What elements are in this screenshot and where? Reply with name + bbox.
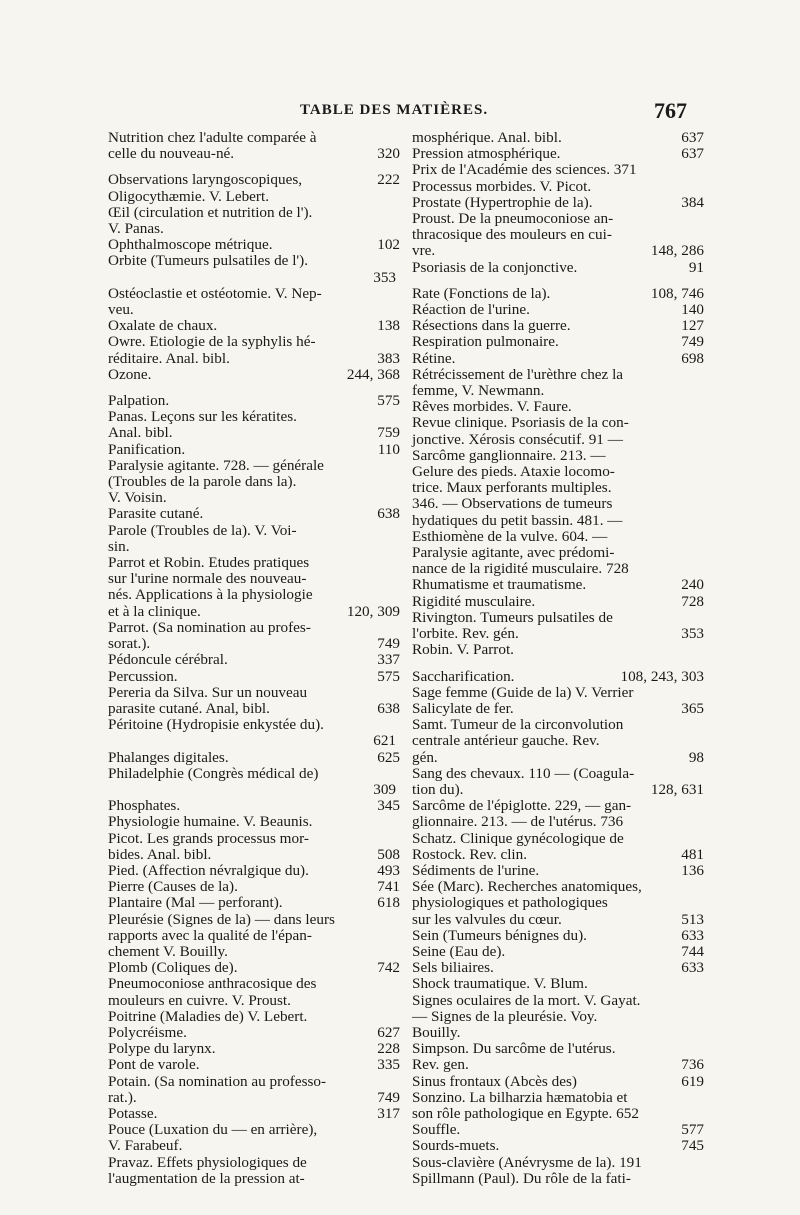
index-line: et à la clinique. 120, 309	[108, 602, 400, 620]
index-line: centrale antérieur gauche. Rev.	[412, 732, 600, 750]
index-line: sur les valvules du cœur. 513	[412, 910, 704, 928]
index-line: Sels biliaires. 633	[412, 959, 704, 977]
index-line: Saccharification. 108, 243, 303	[412, 667, 704, 685]
index-line: Respiration pulmonaire. 749	[412, 333, 704, 351]
index-line: son rôle pathologique en Egypte. 652	[412, 1104, 639, 1122]
left-column	[108, 130, 400, 1187]
index-line: Schatz. Clinique gynécologique de	[412, 829, 624, 847]
index-line: trice. Maux perforants multiples.	[412, 479, 612, 497]
index-line: Philadelphie (Congrès médical de)	[108, 764, 319, 782]
index-line: V. Farabeuf.	[108, 1137, 183, 1155]
running-head	[0, 100, 800, 122]
index-line: Sonzino. La bilharzia hæmatobia et	[412, 1088, 628, 1106]
index-line: Sarcôme ganglionnaire. 213. —	[412, 446, 606, 464]
index-line: veu.	[108, 301, 134, 319]
index-line: Péritoine (Hydropisie enkystée du).	[108, 716, 324, 734]
index-line: l'augmentation de la pression at-	[108, 1169, 305, 1187]
index-line: parasite cutané. Anal, bibl. 638	[108, 699, 400, 717]
index-line: sorat.). 749	[108, 635, 400, 653]
index-line: Observations laryngoscopiques, 222	[108, 171, 400, 189]
index-line: sin.	[108, 537, 130, 555]
index-line: Paralysie agitante, avec prédomi-	[412, 544, 615, 562]
index-line: 621	[373, 732, 396, 750]
index-line: Paralysie agitante. 728. — générale	[108, 456, 324, 474]
index-line: Parole (Troubles de la). V. Voi-	[108, 521, 297, 539]
index-line: Physiologie humaine. V. Beaunis.	[108, 813, 313, 831]
index-line: Sarcôme de l'épiglotte. 229, — gan-	[412, 797, 632, 815]
index-line: Sée (Marc). Recherches anatomiques,	[412, 878, 642, 896]
index-line: Nutrition chez l'adulte comparée à	[108, 129, 317, 146]
index-block	[412, 130, 704, 276]
index-line: Pierre (Causes de la). 741	[108, 878, 400, 896]
index-line: Rétrécissement de l'urèthre chez la	[412, 365, 624, 383]
index-line: Sinus frontaux (Abcès des) 619	[412, 1072, 704, 1090]
index-line: jonctive. Xérosis consécutif. 91 —	[412, 430, 623, 448]
index-line: Psoriasis de la conjonctive. 91	[412, 258, 704, 276]
index-line: chement V. Bouilly.	[108, 942, 228, 960]
index-line: Oligocythæmie. V. Lebert.	[108, 187, 269, 205]
index-line: Pereria da Silva. Sur un nouveau	[108, 683, 308, 701]
index-line: réditaire. Anal. bibl. 383	[108, 349, 400, 367]
right-column	[412, 130, 704, 1187]
index-line: 309	[373, 780, 396, 798]
page-number: 767	[654, 98, 687, 123]
index-line: Robin. V. Parrot.	[412, 641, 514, 659]
index-line: Prix de l'Académie des sciences. 371	[412, 161, 637, 179]
index-line: rat.). 749	[108, 1088, 400, 1106]
index-line: femme, V. Newmann.	[412, 382, 545, 400]
index-line: Rate (Fonctions de la). 108, 746	[412, 284, 704, 302]
index-line: Pont de varole. 335	[108, 1056, 400, 1074]
index-line: Plomb (Coliques de). 742	[108, 959, 400, 977]
index-line: Pédoncule cérébral. 337	[108, 651, 400, 669]
index-line: Panas. Leçons sur les kératites.	[108, 408, 297, 426]
index-line: Phosphates. 345	[108, 797, 400, 815]
index-line: Seine (Eau de). 744	[412, 942, 704, 960]
index-line: Rêves morbides. V. Faure.	[412, 398, 572, 416]
index-block	[412, 669, 704, 1188]
running-title: TABLE DES MATIÈRES.	[300, 102, 489, 118]
index-line: nés. Applications à la physiologie	[108, 586, 313, 604]
index-line: sur l'urine normale des nouveau-	[108, 570, 307, 588]
index-line: Résections dans la guerre. 127	[412, 317, 704, 335]
index-line: vre. 148, 286	[412, 242, 704, 260]
index-line: 353	[373, 268, 396, 286]
index-line: Pneumoconiose anthracosique des	[108, 975, 317, 993]
index-line: mouleurs en cuivre. V. Proust.	[108, 991, 291, 1009]
index-line: (Troubles de la parole dans la).	[108, 473, 297, 491]
index-block	[412, 286, 704, 659]
index-block	[108, 393, 400, 1187]
index-line: Phalanges digitales. 625	[108, 748, 400, 766]
index-line: Bouilly.	[412, 1023, 461, 1041]
index-line: Salicylate de fer. 365	[412, 699, 704, 717]
index-line: Ostéoclastie et ostéotomie. V. Nep-	[108, 284, 322, 302]
index-line: celle du nouveau-né. 320	[108, 145, 400, 163]
index-line: Palpation. 575	[108, 392, 400, 410]
index-line: Polype du larynx. 228	[108, 1040, 400, 1058]
index-line: glionnaire. 213. — de l'utérus. 736	[412, 813, 624, 831]
index-line: nance de la rigidité musculaire. 728	[412, 560, 629, 578]
index-line: Proust. De la pneumoconiose an-	[412, 210, 614, 228]
index-line: Anal. bibl. 759	[108, 424, 400, 442]
index-line: Rev. gen. 736	[412, 1056, 704, 1074]
index-line: Parrot et Robin. Etudes pratiques	[108, 554, 310, 572]
index-line: — Signes de la pleurésie. Voy.	[412, 1007, 598, 1025]
index-line: Percussion. 575	[108, 667, 400, 685]
index-line: Processus morbides. V. Picot.	[412, 177, 592, 195]
index-line: Potasse. 317	[108, 1104, 400, 1122]
index-line: bides. Anal. bibl. 508	[108, 845, 400, 863]
index-line: V. Voisin.	[108, 489, 167, 507]
index-line: Prostate (Hypertrophie de la). 384	[412, 193, 704, 211]
index-line: Gelure des pieds. Ataxie locomo-	[412, 463, 615, 481]
index-line: Sein (Tumeurs bénignes du). 633	[412, 926, 704, 944]
index-line: Signes oculaires de la mort. V. Gayat.	[412, 991, 641, 1009]
index-line: Panification. 110	[108, 440, 400, 458]
index-line: Sourds-muets. 745	[412, 1137, 704, 1155]
index-line: Sang des chevaux. 110 — (Coagula-	[412, 764, 635, 782]
index-line: rapports avec la qualité de l'épan-	[108, 926, 312, 944]
index-line: Pleurésie (Signes de la) — dans leurs	[108, 910, 335, 928]
index-line: Ophthalmoscope métrique. 102	[108, 236, 400, 254]
index-line: hydatiques du petit bassin. 481. —	[412, 511, 623, 529]
index-line: Souffle. 577	[412, 1121, 704, 1139]
index-line: Œil (circulation et nutrition de l').	[108, 203, 313, 221]
index-line: V. Panas.	[108, 220, 164, 238]
index-line: Rivington. Tumeurs pulsatiles de	[412, 608, 613, 626]
index-line: physiologiques et pathologiques	[412, 894, 608, 912]
index-line: Polycréisme. 627	[108, 1023, 400, 1041]
index-line: Esthiomène de la vulve. 604. —	[412, 527, 608, 545]
index-line: Rigidité musculaire. 728	[412, 592, 704, 610]
index-line: Orbite (Tumeurs pulsatiles de l').	[108, 252, 309, 270]
index-line: Picot. Les grands processus mor-	[108, 829, 309, 847]
index-line: Pouce (Luxation du — en arrière),	[108, 1121, 318, 1139]
index-line: 346. — Observations de tumeurs	[412, 495, 613, 513]
index-line: Spillmann (Paul). Du rôle de la fati-	[412, 1169, 631, 1187]
index-line: Sous-clavière (Anévrysme de la). 191	[412, 1153, 642, 1171]
index-line: Sédiments de l'urine. 136	[412, 861, 704, 879]
index-line: Plantaire (Mal — perforant). 618	[108, 894, 400, 912]
index-line: Samt. Tumeur de la circonvolution	[412, 716, 624, 734]
index-line: thracosique des mouleurs en cui-	[412, 226, 612, 244]
index-line: Rétine. 698	[412, 349, 704, 367]
index-line: Ozone. 244, 368	[108, 365, 400, 383]
index-line: Poitrine (Maladies de) V. Lebert.	[108, 1007, 308, 1025]
index-block	[108, 130, 400, 162]
index-line: Pied. (Affection névralgique du). 493	[108, 861, 400, 879]
index-line: tion du). 128, 631	[412, 780, 704, 798]
index-line: Shock traumatique. V. Blum.	[412, 975, 588, 993]
index-line: Parrot. (Sa nomination au profes-	[108, 618, 311, 636]
index-line: Owre. Etiologie de la syphylis hé-	[108, 333, 316, 351]
index-line: l'orbite. Rev. gén. 353	[412, 625, 704, 643]
index-line: gén. 98	[412, 748, 704, 766]
index-block	[108, 172, 400, 383]
index-line: Rhumatisme et traumatisme. 240	[412, 576, 704, 594]
index-line: Revue clinique. Psoriasis de la con-	[412, 414, 629, 432]
index-line: Sage femme (Guide de la) V. Verrier	[412, 683, 634, 701]
index-line: Pravaz. Effets physiologiques de	[108, 1153, 307, 1171]
index-line: mosphérique. Anal. bibl. 637	[412, 129, 704, 146]
index-line: Parasite cutané. 638	[108, 505, 400, 523]
index-line: Oxalate de chaux. 138	[108, 317, 400, 335]
index-line: Pression atmosphérique. 637	[412, 145, 704, 163]
index-line: Potain. (Sa nomination au professo-	[108, 1072, 327, 1090]
index-line: Simpson. Du sarcôme de l'utérus.	[412, 1040, 616, 1058]
index-line: Rostock. Rev. clin. 481	[412, 845, 704, 863]
index-line: Réaction de l'urine. 140	[412, 301, 704, 319]
